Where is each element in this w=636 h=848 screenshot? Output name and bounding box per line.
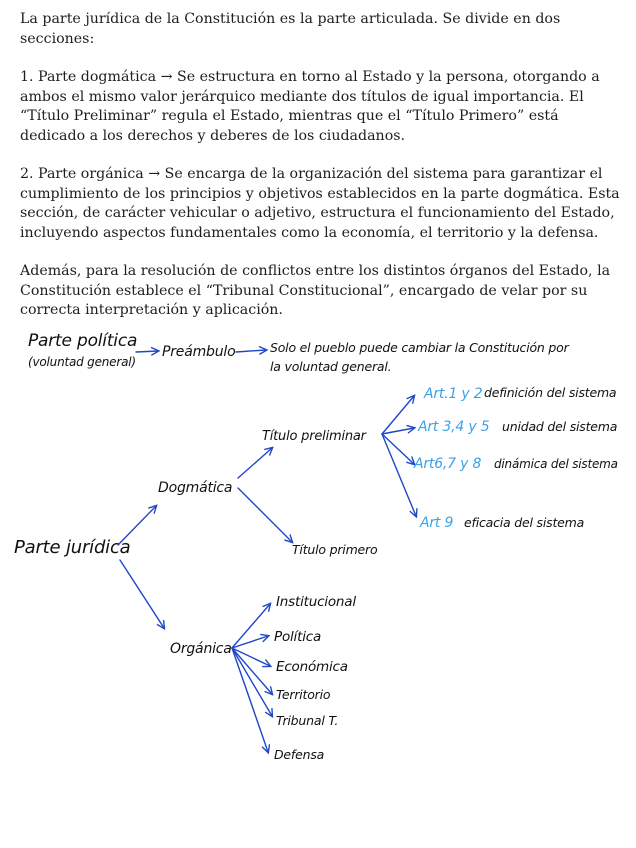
tribunal-label: Tribunal T. <box>276 713 339 728</box>
tribunal-paragraph: Además, para la resolución de conflictos entre los distintos órganos del Estado, la Constitución establece el “Tribunal Constitucional”, encargado de velar por su correcta interpretación y aplicación. <box>20 263 611 318</box>
arrow-juridica-dogmatica <box>118 506 156 545</box>
art-6-8-desc: dinámica del sistema <box>494 457 618 471</box>
parte-politica-label: Parte política <box>28 331 138 351</box>
institucional-label: Institucional <box>276 594 356 610</box>
nota-line-2: la voluntad general. <box>270 359 392 374</box>
arrow-dogmatica-preliminar <box>238 448 272 478</box>
arrow-preliminar-art6 <box>382 434 414 464</box>
art-6-8-label: Art6,7 y 8 <box>414 456 482 472</box>
voluntad-general-label: (voluntad general) <box>28 355 136 369</box>
art-3-5-desc: unidad del sistema <box>502 419 618 434</box>
dogmatic-paragraph: 1. Parte dogmática → Se estructura en torno al Estado y la persona, otorgando a ambos el mismo valor jerárquico mediante dos títulos de igual importancia. El “Título Preliminar” regula el Estado, mientras que el “Título Primero” está dedicado a los derechos y deberes de los ciudadanos. <box>20 69 600 144</box>
defensa-label: Defensa <box>274 747 325 762</box>
dogmatica-label: Dogmática <box>158 480 233 496</box>
art-9-label: Art 9 <box>420 515 454 531</box>
art-1-2-label: Art.1 y 2 <box>424 386 483 402</box>
arrow-politica-preambulo <box>136 351 158 352</box>
organic-paragraph: 2. Parte orgánica → Se encarga de la organización del sistema para garantizar el cumplimiento de los principios y objetivos establecidos en la parte dogmática. Esta sección, de carácter vehicular o adjetivo, estructura el funcionamiento del Estado, incluyendo aspectos fundamentales como la economía, el territorio y la defensa. <box>20 166 620 241</box>
preambulo-label: Preámbulo <box>162 344 236 360</box>
intro-paragraph: La parte jurídica de la Constitución es la parte articulada. Se divide en dos secciones: <box>20 11 561 47</box>
organica-label: Orgánica <box>170 641 232 657</box>
parte-juridica-label: Parte jurídica <box>14 537 131 558</box>
territorio-label: Territorio <box>276 687 331 702</box>
arrow-organica-territorio <box>232 648 272 694</box>
art-9-desc: eficacia del sistema <box>464 515 585 530</box>
titulo-preliminar-label: Título preliminar <box>262 429 366 444</box>
art-1-2-desc: definición del sistema <box>484 385 617 400</box>
arrow-juridica-organica <box>120 560 164 628</box>
economica-label: Económica <box>276 659 348 675</box>
titulo-primero-label: Título primero <box>292 542 378 557</box>
politica-label: Política <box>274 629 322 645</box>
nota-line-1: Solo el pueblo puede cambiar la Constitución por <box>270 340 569 355</box>
arrow-preambulo-nota <box>236 350 266 352</box>
arrow-dogmatica-primero <box>238 488 292 542</box>
arrow-preliminar-art9 <box>382 434 416 516</box>
art-3-5-label: Art 3,4 y 5 <box>418 419 490 435</box>
